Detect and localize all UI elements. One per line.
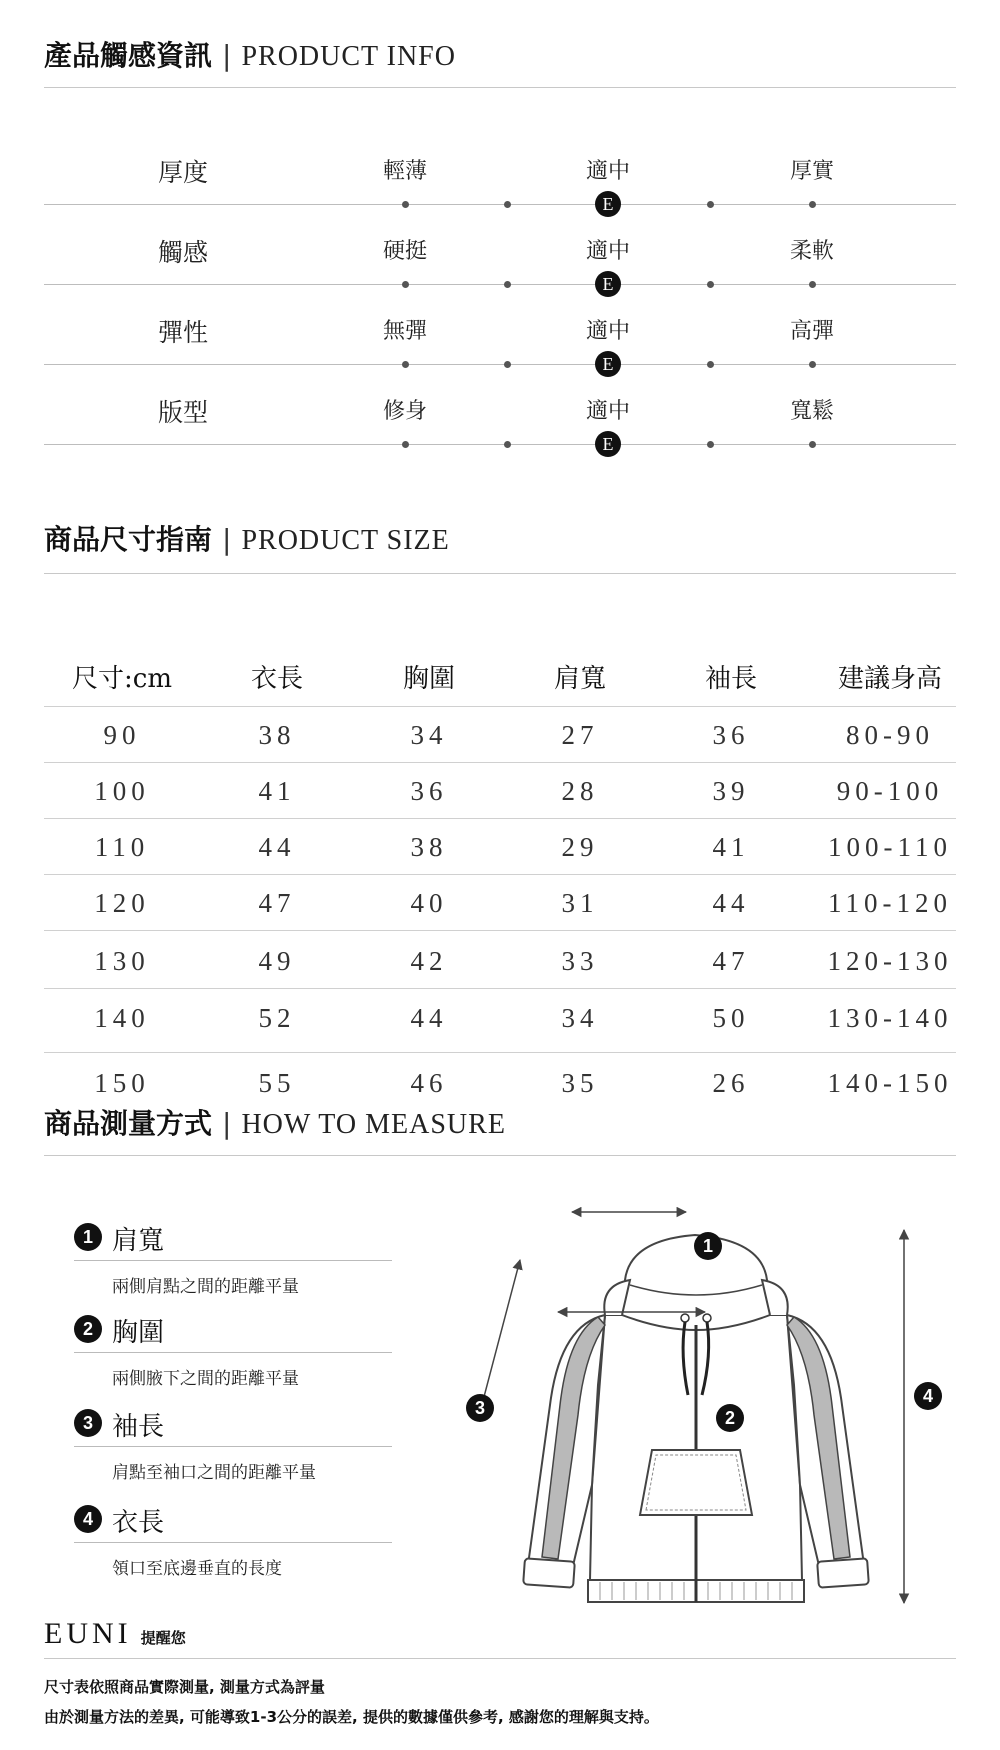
size-table-cell: 36: [712, 720, 750, 750]
size-table-cell: 47: [712, 946, 750, 976]
feel-scale-dot: [809, 441, 816, 448]
measure-item-desc: 兩側腋下之間的距離平量: [112, 1369, 299, 1389]
size-table-cell: 46: [410, 1068, 448, 1098]
divider: [44, 1658, 956, 1659]
feel-row-label: 觸感: [158, 238, 209, 267]
size-table-cell: 39: [712, 776, 750, 806]
feel-scale-dot: [504, 201, 511, 208]
feel-option-left: 修身: [382, 399, 427, 424]
size-table-cell: 90: [103, 720, 141, 750]
size-row-divider: [44, 1052, 956, 1053]
size-table-header: 建議身高: [837, 664, 942, 694]
note-line-1: 尺寸表依照商品實際測量, 測量方式為評量: [44, 1678, 325, 1696]
size-table-cell: 44: [258, 832, 296, 862]
size-table-cell: 80-90: [846, 720, 934, 750]
feel-scale-dot: [402, 281, 409, 288]
feel-scale-dot: [504, 361, 511, 368]
size-table-cell: 44: [712, 888, 750, 918]
measure-item-divider: [74, 1352, 392, 1353]
measure-title-zh: 商品測量方式: [44, 1107, 213, 1140]
feel-scale-dot: [809, 201, 816, 208]
feel-row-label: 版型: [158, 398, 209, 427]
feel-level-marker: E: [595, 431, 621, 457]
size-table-cell: 34: [410, 720, 448, 750]
title-separator: |: [222, 39, 232, 72]
measure-item-title: 胸圍: [112, 1318, 165, 1348]
feel-scale-dot: [707, 361, 714, 368]
size-table-header: 衣長: [250, 664, 303, 694]
size-table-cell: 52: [258, 1003, 296, 1033]
size-row-divider: [44, 706, 956, 707]
feel-option-left: 硬挺: [382, 239, 427, 264]
feel-scale-dot: [809, 281, 816, 288]
diagram-label-length: 4: [914, 1382, 942, 1410]
measure-item-divider: [74, 1260, 392, 1261]
size-row-divider: [44, 818, 956, 819]
feel-option-left: 無彈: [382, 319, 427, 344]
size-table-cell: 140: [94, 1003, 150, 1033]
feel-scale-line: [44, 204, 956, 205]
size-table-cell: 42: [410, 946, 448, 976]
feel-row-label: 彈性: [158, 318, 209, 347]
size-table-cell: 36: [410, 776, 448, 806]
feel-level-marker: E: [595, 191, 621, 217]
measure-number-badge: 1: [74, 1223, 102, 1251]
feel-scale-line: [44, 364, 956, 365]
measure-item-desc: 肩點至袖口之間的距離平量: [112, 1463, 316, 1483]
size-table-cell: 47: [258, 888, 296, 918]
feel-option-right: 寬鬆: [789, 399, 834, 424]
size-table-cell: 49: [258, 946, 296, 976]
measure-item-desc: 兩側肩點之間的距離平量: [112, 1277, 299, 1297]
product-info-title-en: PRODUCT INFO: [241, 41, 456, 72]
size-table-cell: 50: [712, 1003, 750, 1033]
size-table-cell: 35: [561, 1068, 599, 1098]
size-table-cell: 130: [94, 946, 150, 976]
size-table-header: 尺寸:cm: [72, 664, 172, 694]
divider: [44, 573, 956, 574]
size-table-cell: 55: [258, 1068, 296, 1098]
feel-option-middle: 適中: [585, 159, 630, 184]
reminder-header: [44, 1617, 186, 1651]
size-table-cell: 44: [410, 1003, 448, 1033]
feel-scale-dot: [707, 201, 714, 208]
measure-title-en: HOW TO MEASURE: [241, 1109, 506, 1140]
title-separator: |: [222, 523, 232, 556]
diagram-label-sleeve: 3: [466, 1394, 494, 1422]
size-table-cell: 100: [94, 776, 150, 806]
size-table-cell: 38: [258, 720, 296, 750]
size-table-cell: 41: [712, 832, 750, 862]
feel-option-middle: 適中: [585, 319, 630, 344]
feel-scale-dot: [707, 441, 714, 448]
size-table-cell: 120: [94, 888, 150, 918]
feel-level-marker: E: [595, 271, 621, 297]
size-table-cell: 40: [410, 888, 448, 918]
measure-item-title: 衣長: [112, 1508, 165, 1538]
feel-option-middle: 適中: [585, 399, 630, 424]
size-row-divider: [44, 874, 956, 875]
size-table-cell: 34: [561, 1003, 599, 1033]
size-table-cell: 110-120: [828, 888, 952, 918]
size-row-divider: [44, 988, 956, 989]
size-table-cell: 100-110: [828, 832, 952, 862]
size-row-divider: [44, 762, 956, 763]
size-table-cell: 31: [561, 888, 599, 918]
size-table-cell: 27: [561, 720, 599, 750]
feel-option-right: 高彈: [789, 319, 834, 344]
size-table-header: 胸圍: [402, 664, 455, 694]
feel-option-right: 厚實: [789, 159, 834, 184]
size-table-cell: 150: [94, 1068, 150, 1098]
feel-option-middle: 適中: [585, 239, 630, 264]
size-table-cell: 120-130: [827, 946, 953, 976]
product-info-title-zh: 產品觸感資訊: [44, 39, 213, 72]
product-size-title-en: PRODUCT SIZE: [241, 525, 450, 556]
measure-item-divider: [74, 1446, 392, 1447]
divider: [44, 1155, 956, 1156]
size-table-cell: 90-100: [836, 776, 944, 806]
feel-scale-dot: [707, 281, 714, 288]
feel-scale-dot: [402, 441, 409, 448]
brand-logo: EUNI: [44, 1617, 132, 1650]
diagram-label-shoulder: 1: [694, 1232, 722, 1260]
feel-option-left: 輕薄: [382, 159, 427, 184]
diagram-label-chest: 2: [716, 1404, 744, 1432]
feel-scale-dot: [504, 281, 511, 288]
feel-scale-dot: [809, 361, 816, 368]
feel-scale-line: [44, 444, 956, 445]
divider: [44, 87, 956, 88]
product-size-title: [44, 518, 450, 558]
size-table-cell: 38: [410, 832, 448, 862]
feel-level-marker: E: [595, 351, 621, 377]
feel-scale-dot: [504, 441, 511, 448]
reminder-label: 提醒您: [140, 1629, 186, 1647]
measure-number-badge: 2: [74, 1315, 102, 1343]
measure-number-badge: 4: [74, 1505, 102, 1533]
size-table-header: 袖長: [704, 664, 757, 694]
measure-number-badge: 3: [74, 1409, 102, 1437]
size-table-cell: 41: [258, 776, 296, 806]
product-info-title: [44, 34, 456, 74]
note-line-2: 由於測量方法的差異, 可能導致1-3公分的誤差, 提供的數據僅供參考, 感謝您的理解與支持。: [44, 1708, 659, 1726]
title-separator: |: [222, 1107, 232, 1140]
feel-scale-dot: [402, 201, 409, 208]
size-table-cell: 110: [94, 832, 150, 862]
feel-scale-dot: [402, 361, 409, 368]
size-table-cell: 29: [561, 832, 599, 862]
measure-item-title: 袖長: [112, 1412, 165, 1442]
product-size-title-zh: 商品尺寸指南: [44, 523, 213, 556]
size-table-cell: 33: [561, 946, 599, 976]
size-table-cell: 26: [712, 1068, 750, 1098]
feel-row-label: 厚度: [158, 158, 209, 187]
feel-scale-line: [44, 284, 956, 285]
measure-title: [44, 1102, 506, 1142]
size-table-cell: 130-140: [827, 1003, 953, 1033]
size-table-cell: 140-150: [827, 1068, 953, 1098]
size-row-divider: [44, 930, 956, 931]
measure-item-desc: 領口至底邊垂直的長度: [112, 1559, 282, 1579]
measure-item-title: 肩寬: [112, 1226, 165, 1256]
measure-item-divider: [74, 1542, 392, 1543]
size-table-header: 肩寬: [553, 664, 606, 694]
feel-option-right: 柔軟: [789, 239, 834, 264]
size-table-cell: 28: [561, 776, 599, 806]
